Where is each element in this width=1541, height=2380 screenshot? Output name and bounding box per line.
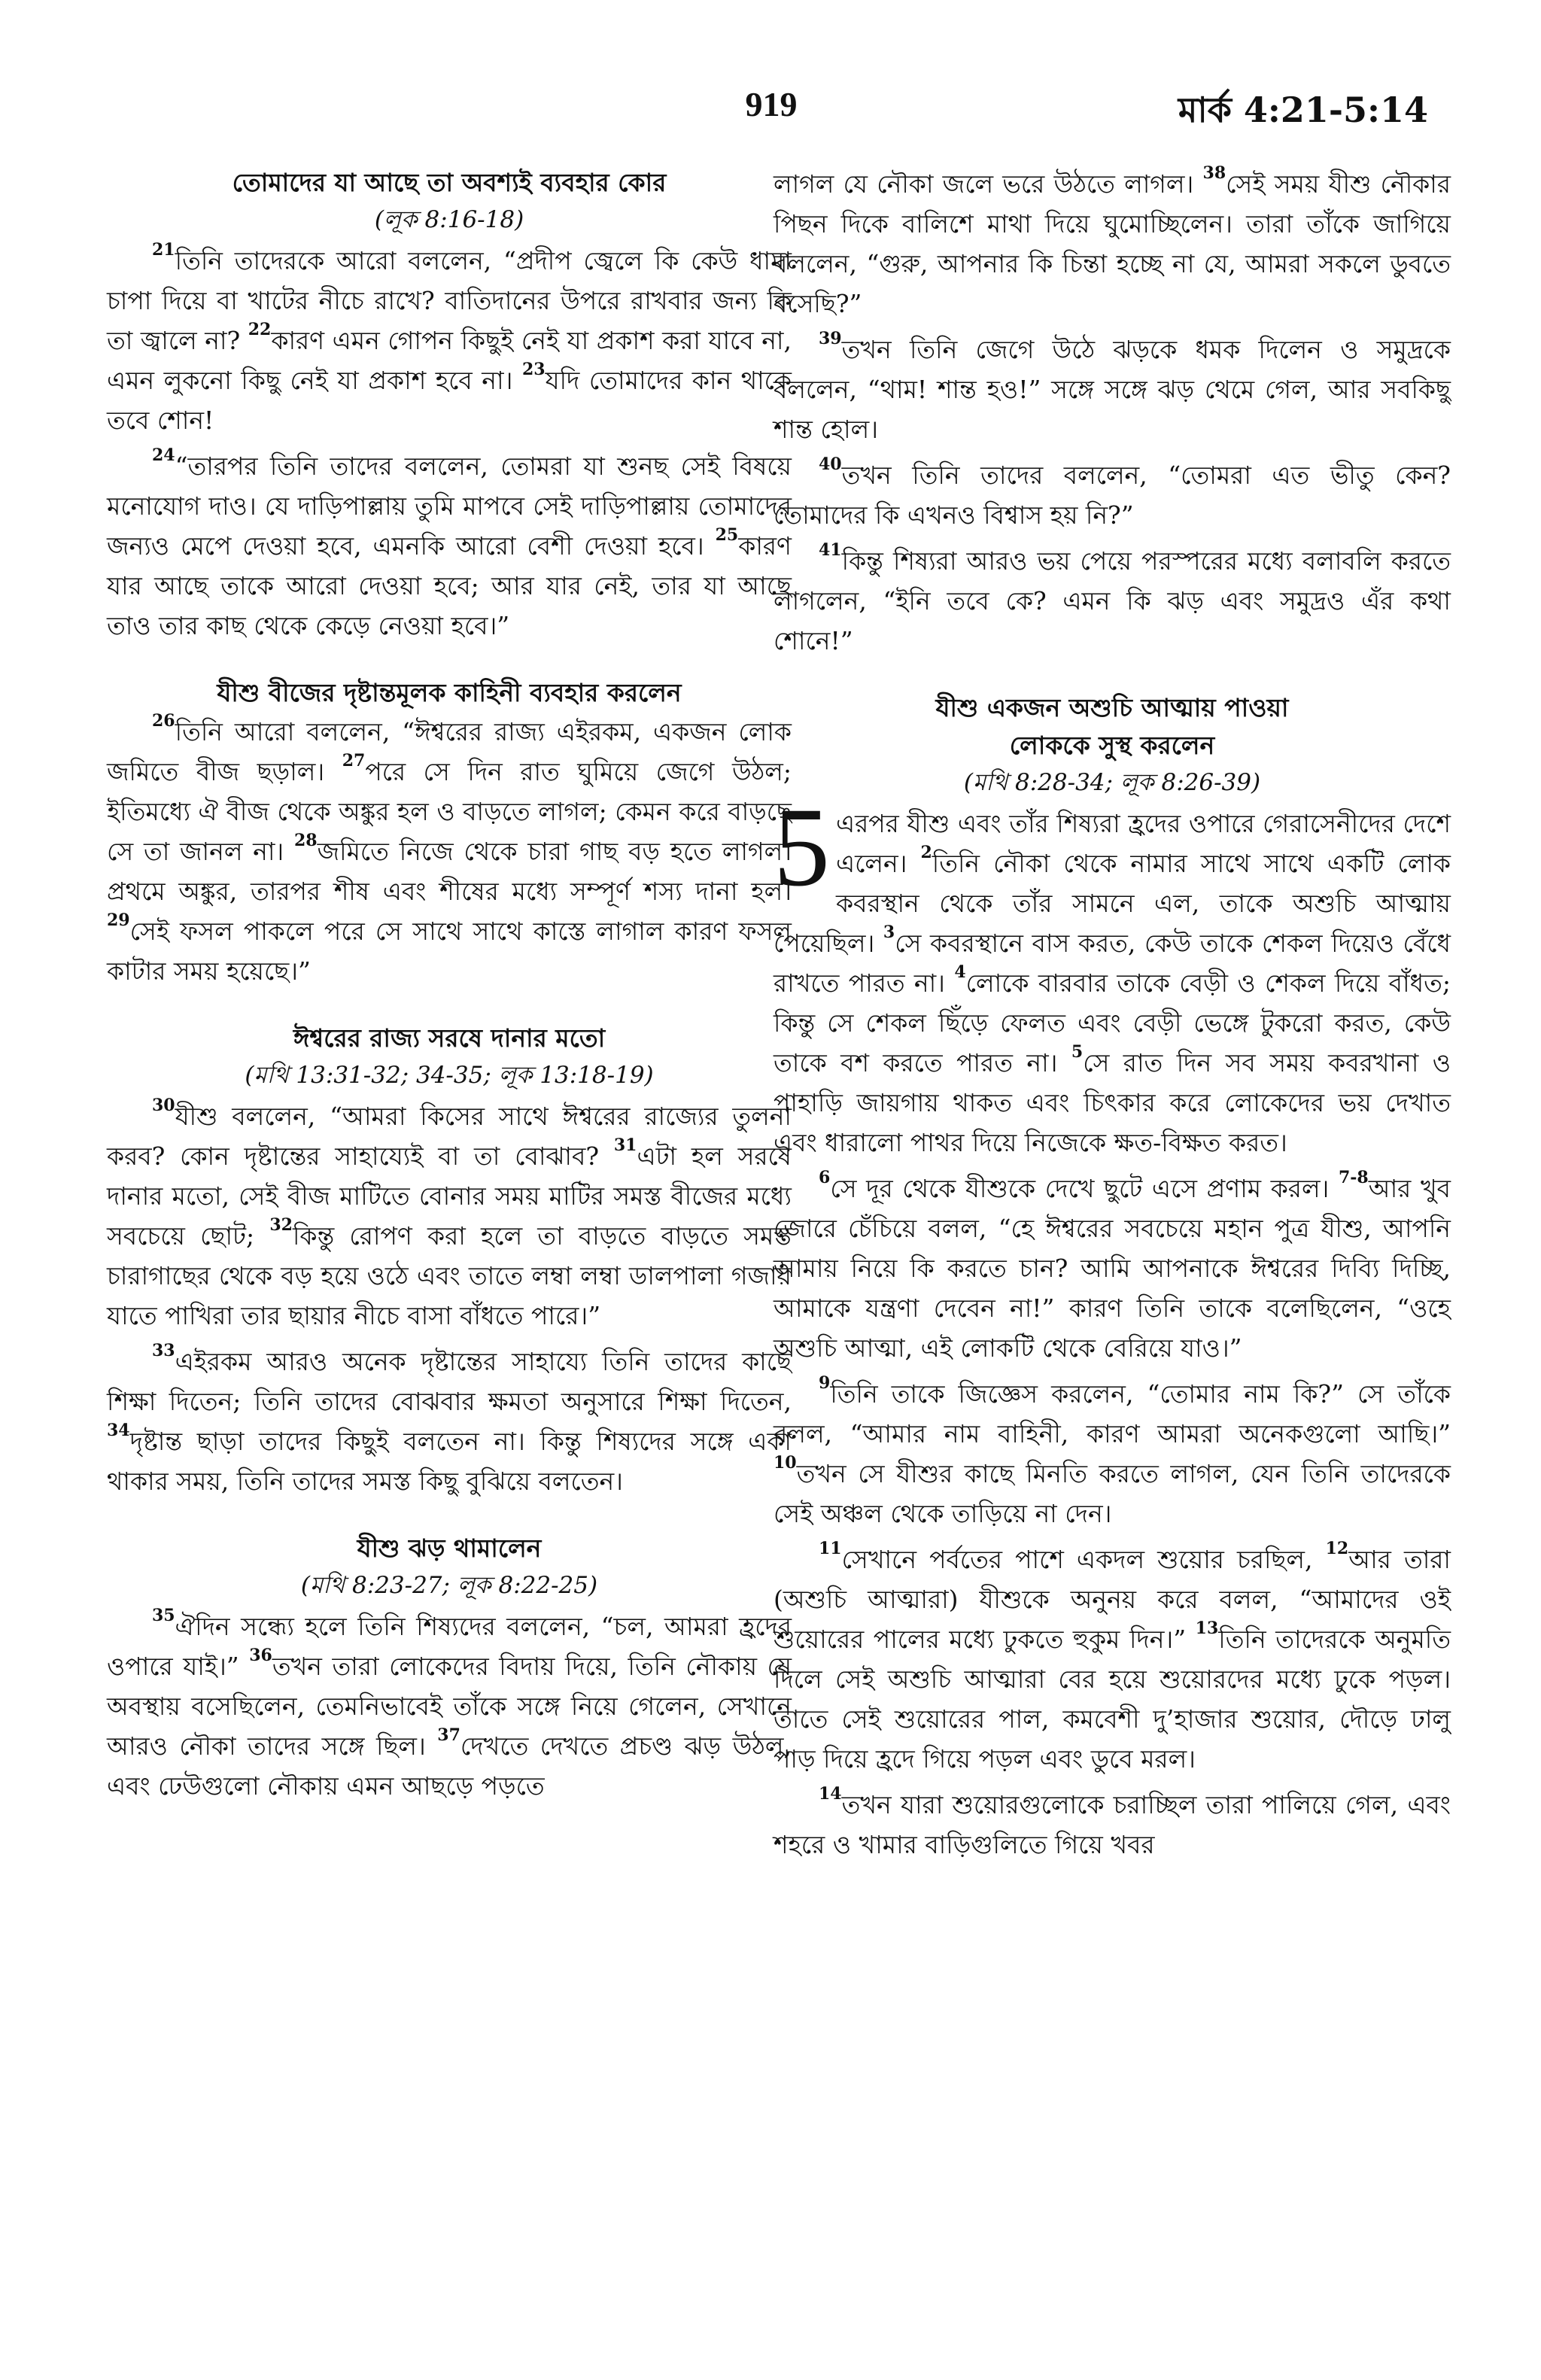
section-heading	[774, 689, 1451, 764]
cross-reference: (মথি 8:23-27; লূক 8:22-25)	[300, 1572, 598, 1599]
verse-number: 34	[107, 1421, 130, 1440]
verse-number: 13	[1195, 1619, 1219, 1638]
verse-text: এইরকম আরও অনেক দৃষ্টান্তের সাহায্যে তিনি তাদের কাছে শিক্ষা দিতেন; তিনি তাদের বোঝবার ক্ষমতা অনুসারে শিক্ষা দিতেন,	[107, 1347, 792, 1416]
verse-text: কারণ যার আছে তাকে আরো দেওয়া হবে; আর যার নেই, তার যা আছে তাও তার কাছ থেকে কেড়ে নেওয়া হবে।”	[107, 531, 792, 640]
verse-text: দৃষ্টান্ত ছাড়া তাদের কিছুই বলতেন না। কিন্তু শিষ্যদের সঙ্গে একা থাকার সময়, তিনি তাদের সমস্ত কিছু বুঝিয়ে বলতেন।	[107, 1427, 792, 1496]
verse-text: আর তারা (অশুচি আত্মারা) যীশুকে অনুনয় করে বলল, “আমাদের ওই শুয়োরের পালের মধ্যে ঢুকতে হুকুম দিন।”	[774, 1545, 1451, 1654]
verse-text: এটা হল সরষে দানার মতো, সেই বীজ মাটিতে বোনার সময় মাটির সমস্ত বীজের মধ্যে সবচেয়ে ছোট;	[107, 1141, 792, 1251]
verse-paragraph	[774, 785, 1451, 1163]
verse-text: ঐদিন সন্ধ্যে হলে তিনি শিষ্যদের বললেন, “চল, আমরা হ্রদের ওপারে যাই।”	[107, 1612, 792, 1681]
chapter-number: 5	[774, 785, 830, 910]
verse-text: তখন তিনি জেগে উঠে ঝড়কে ধমক দিলেন ও সমুদ্রকে বললেন, “থাম! শান্ত হও!” সঙ্গে সঙ্গে ঝড় থেমে গেল, আর সবকিছু শান্ত হোল।	[774, 335, 1451, 444]
verse-number: 21	[152, 240, 175, 260]
verse-paragraph	[107, 241, 792, 440]
verse-text: তিনি তাকে জিজ্ঞেস করলেন, “তোমার নাম কি?” সে তাঁকে বলল, “আমার নাম বাহিনী, কারণ আমরা অনেকগুলো আছি।”	[774, 1379, 1451, 1448]
verse-text: “তারপর তিনি তাদের বললেন, তোমরা যা শুনছ সেই বিষয়ে মনোযোগ দাও। যে দাড়িপাল্লায় তুমি মাপবে সেই দাড়িপাল্লায় তোমাদের জন্যও মেপে দেওয়া হবে, এমনকি আরো বেশী দেওয়া হবে।	[107, 451, 792, 561]
verse-text: তখন তিনি তাদের বললেন, “তোমরা এত ভীতু কেন? তোমাদের কি এখনও বিশ্বাস হয় নি?”	[774, 460, 1451, 530]
verse-number: 33	[152, 1341, 175, 1360]
verse-number: 41	[819, 540, 842, 560]
verse-paragraph	[107, 1342, 792, 1501]
verse-paragraph	[774, 164, 1451, 324]
verse-text: কারণ এমন গোপন কিছুই নেই যা প্রকাশ করা যাবে না, এমন লুকনো কিছু নেই যা প্রকাশ হবে না।	[107, 326, 792, 395]
verse-text: আর খুব জোরে চেঁচিয়ে বলল, “হে ঈশ্বরের সবচেয়ে মহান পুত্র যীশু, আপনি আমায় নিয়ে কি করতে চান? আমি আপনাকে ঈশ্বরের দিব্যি দিচ্ছি, আমাকে যন্ত্রণা দেবেন না!” কারণ তিনি তাকে বলেছিলেন, “ওহে অশুচি আত্মা, এই লোকটি থেকে বেরিয়ে যাও।”	[774, 1174, 1451, 1363]
verse-text: লাগল যে নৌকা জলে ভরে উঠতে লাগল।	[774, 169, 1194, 199]
cross-reference: (লূক 8:16-18)	[374, 206, 524, 233]
verse-text: তিনি তাদেরকে অনুমতি দিলে সেই অশুচি আত্মারা বের হয়ে শুয়োরদের মধ্যে ঢুকে পড়ল। তাতে সেই শুয়োরের পাল, কমবেশী দু’হাজার শুয়োর, দৌড়ে ঢালু পাড় দিয়ে হ্রদে গিয়ে পড়ল এবং ডুবে মরল।	[774, 1625, 1451, 1774]
verse-paragraph	[774, 541, 1451, 661]
verse-number: 24	[152, 445, 175, 465]
verse-number: 35	[152, 1606, 175, 1625]
section-heading: যীশু ঝড় থামালেন	[357, 1533, 542, 1563]
verse-text: তিনি নৌকা থেকে নামার সাথে সাথে একটি লোক কবরস্থান থেকে তাঁর সামনে এল, তাকে অশুচি আত্মায় পেয়েছিল।	[774, 849, 1451, 958]
verse-text: লোকে বারবার তাকে বেড়ী ও শেকল দিয়ে বাঁধত; কিন্তু সে শেকল ছিঁড়ে ফেলত এবং বেড়ী ভেঙ্গে টুকরো করত, কেউ তাকে বশ করতে পারত না।	[774, 968, 1451, 1078]
verse-number: 23	[521, 360, 546, 379]
verse-number: 30	[152, 1096, 175, 1115]
verse-number: 9	[819, 1373, 831, 1393]
verse-paragraph	[774, 1785, 1451, 1865]
verse-number: 2	[920, 843, 932, 862]
verse-text: সেই ফসল পাকলে পরে সে সাথে সাথে কাস্তে লাগাল কারণ ফসল কাটার সময় হয়েছে।”	[107, 916, 792, 986]
verse-paragraph	[107, 1606, 792, 1806]
section-heading: তোমাদের যা আছে তা অবশ্যই ব্যবহার কোর	[232, 168, 667, 197]
verse-number: 28	[294, 831, 318, 850]
verse-number: 14	[819, 1784, 842, 1804]
verse-number: 39	[819, 329, 842, 348]
verse-text: এরপর যীশু এবং তাঁর শিষ্যরা হ্রদের ওপারে গেরাসেনীদের দেশে এলেন।	[836, 809, 1451, 878]
verse-paragraph	[107, 712, 792, 991]
verse-text: তখন যারা শুয়োরগুলোকে চরাচ্ছিল তারা পালিয়ে গেল, এবং শহরে ও খামার বাড়িগুলিতে গিয়ে খবর	[774, 1790, 1451, 1859]
verse-text: সে দূর থেকে যীশুকে দেখে ছুটে এসে প্রণাম করল।	[830, 1174, 1330, 1203]
section-heading: যীশু বীজের দৃষ্টান্তমূলক কাহিনী ব্যবহার করলেন	[217, 678, 682, 707]
verse-paragraph	[774, 330, 1451, 449]
verse-text: সে রাত দিন সব সময় কবরখানা ও পাহাড়ি জায়গায় থাকত এবং চিৎকার করে লোকেদের ভয় দেখাত এবং ধারালো পাথর দিয়ে নিজেকে ক্ষত-বিক্ষত করত।	[774, 1048, 1451, 1157]
verse-paragraph	[774, 455, 1451, 535]
verse-number: 11	[819, 1539, 842, 1558]
verse-text: তিনি তাদেরকে আরো বললেন, “প্রদীপ জ্বেলে কি কেউ ধামা চাপা দিয়ে বা খাটের নীচে রাখে? বাতিদানের উপরে রাখবার জন্য কি তা জ্বালে না?	[107, 246, 792, 355]
verse-number: 29	[107, 910, 130, 930]
left-column	[107, 164, 792, 1812]
running-head: মার্ক 4:21-5:14	[1178, 90, 1428, 130]
section-heading-line: লোককে সুস্থ করলেন	[1009, 731, 1215, 760]
section-heading-line: যীশু একজন অশুচি আত্মায় পাওয়া	[935, 693, 1289, 722]
verse-number: 40	[819, 454, 842, 474]
verse-number: 31	[613, 1135, 637, 1155]
right-column	[774, 164, 1451, 1871]
verse-paragraph	[774, 1374, 1451, 1533]
cross-reference: (মথি 13:31-32; 34-35; লূক 13:18-19)	[245, 1062, 654, 1089]
verse-text: কিন্তু রোপণ করা হলে তা বাড়তে বাড়তে সমস্ত চারাগাছের থেকে বড় হয়ে ওঠে এবং তাতে লম্বা লম্বা ডালপালা গজায় যাতে পাখিরা তার ছায়ার নীচে বাসা বাঁধতে পারে।”	[107, 1221, 792, 1330]
verse-text: কিন্তু শিষ্যরা আরও ভয় পেয়ে পরস্পরের মধ্যে বলাবলি করতে লাগলেন, “ইনি তবে কে? এমন কি ঝড় এবং সমুদ্রও এঁর কথা শোনে!”	[774, 546, 1451, 655]
verse-number: 38	[1202, 163, 1226, 183]
verse-text: জমিতে নিজে থেকে চারা গাছ বড় হতে লাগল। প্রথমে অঙ্কুর, তারপর শীষ এবং শীষের মধ্যে সম্পূর্ণ শস্য দানা হল।	[107, 837, 792, 906]
verse-text: সেখানে পর্বতের পাশে একদল শুয়োর চরছিল,	[841, 1545, 1313, 1574]
verse-number: 6	[819, 1168, 831, 1187]
verse-number: 22	[248, 320, 272, 339]
verse-text: তখন তারা লোকেদের বিদায় দিয়ে, তিনি নৌকায় যে অবস্থায় বসেছিলেন, তেমনিভাবেই তাঁকে সঙ্গে নিয়ে গেলেন, সেখানে আরও নৌকা তাদের সঙ্গে ছিল।	[107, 1652, 792, 1761]
verse-number: 7-8	[1338, 1168, 1369, 1187]
verse-text: তখন সে যীশুর কাছে মিনতি করতে লাগল, যেন তিনি তাদেরকে সেই অঞ্চল থেকে তাড়িয়ে না দেন।	[774, 1459, 1451, 1528]
verse-paragraph	[107, 446, 792, 646]
verse-number: 32	[269, 1215, 293, 1235]
verse-number: 26	[152, 711, 175, 731]
verse-text: যদি তোমাদের কান থাকে তবে শোন!	[107, 366, 792, 435]
verse-number: 3	[883, 923, 895, 942]
page-number: 919	[745, 85, 798, 123]
verse-number: 36	[249, 1646, 272, 1665]
verse-number: 27	[342, 751, 366, 771]
verse-text: দেখতে দেখতে প্রচণ্ড ঝড় উঠল, এবং ঢেউগুলো নৌকায় এমন আছড়ে পড়তে	[107, 1731, 792, 1801]
verse-text: যীশু বললেন, “আমরা কিসের সাথে ঈশ্বরের রাজ্যের তুলনা করব? কোন দৃষ্টান্তের সাহায্যেই বা তা বোঝাব?	[107, 1102, 792, 1171]
verse-text: তিনি আরো বললেন, “ঈশ্বরের রাজ্য এইরকম, একজন লোক জমিতে বীজ ছড়াল।	[107, 717, 792, 786]
verse-paragraph	[107, 1096, 792, 1336]
cross-reference: (মথি 8:28-34; লূক 8:26-39)	[963, 769, 1261, 796]
verse-paragraph	[774, 1169, 1451, 1368]
section-heading: ঈশ্বরের রাজ্য সরষে দানার মতো	[293, 1023, 606, 1053]
verse-paragraph	[774, 1540, 1451, 1779]
verse-text: পরে সে দিন রাত ঘুমিয়ে জেগে উঠল; ইতিমধ্যে ঐ বীজ থেকে অঙ্কুর হল ও বাড়তে লাগল; কেমন করে বাড়ছে সে তা জানল না।	[107, 757, 792, 866]
verse-number: 10	[774, 1453, 797, 1473]
verse-number: 37	[437, 1725, 460, 1745]
verse-text: সে কবরস্থানে বাস করত, কেউ তাকে শেকল দিয়েও বেঁধে রাখতে পারত না।	[774, 929, 1451, 998]
verse-number: 5	[1071, 1042, 1084, 1062]
verse-text: সেই সময় যীশু নৌকার পিছন দিকে বালিশে মাথা দিয়ে ঘুমোচ্ছিলেন। তারা তাঁকে জাগিয়ে বললেন, “গুরু, আপনার কি চিন্তা হচ্ছে না যে, আমরা সকলে ডুবতে বসেছি?”	[774, 169, 1451, 318]
verse-number: 4	[954, 962, 966, 982]
verse-number: 25	[715, 525, 739, 545]
verse-number: 12	[1325, 1539, 1349, 1558]
